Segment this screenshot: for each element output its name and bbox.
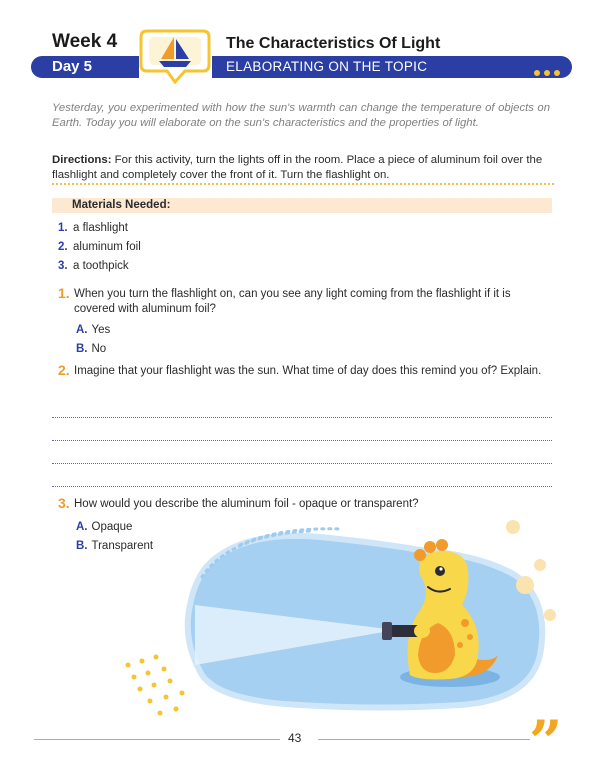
- list-item-label: a flashlight: [73, 222, 128, 234]
- dinosaur-flashlight-illustration: [120, 505, 560, 720]
- option-no[interactable]: [76, 343, 106, 355]
- list-item-label: a toothpick: [73, 260, 129, 272]
- option-label: Opaque: [91, 521, 133, 533]
- option-letter: A.: [76, 521, 88, 533]
- option-yes[interactable]: [76, 324, 110, 336]
- list-item: [58, 260, 129, 272]
- question-text: Imagine that your flashlight was the sun. What time of day does this remind you of? Explain.: [74, 365, 542, 377]
- option-letter: A.: [76, 324, 88, 336]
- question-number: 1.: [58, 285, 70, 301]
- directions-label: Directions:: [52, 154, 112, 166]
- footer-rule-left: [34, 739, 280, 740]
- divider: [52, 183, 554, 185]
- option-label: No: [91, 343, 107, 355]
- list-item: [58, 241, 141, 253]
- quote-mark-icon: ”: [529, 708, 563, 776]
- answer-line[interactable]: [52, 463, 552, 464]
- list-item: [58, 222, 128, 234]
- page-subtitle: ELABORATING ON THE TOPIC: [226, 59, 428, 74]
- intro-paragraph: Yesterday, you experimented with how the sun's warmth can change the temperature of objects on Earth. Today you will elaborate on the sun's characteristics and the properties of light.: [52, 102, 550, 129]
- question-2: [58, 364, 554, 379]
- directions-text: For this activity, turn the lights off in the room. Place a piece of aluminum foil over the flashlight and completely cover the front of it. Turn the flashlight on.: [52, 154, 543, 181]
- materials-heading: Materials Needed:: [72, 199, 171, 211]
- option-letter: B.: [76, 343, 88, 355]
- option-label: Yes: [91, 324, 111, 336]
- option-label: Transparent: [91, 540, 154, 552]
- question-number: 3.: [58, 495, 70, 511]
- question-number: 2.: [58, 362, 70, 378]
- list-number: 2.: [58, 241, 68, 253]
- option-letter: B.: [76, 540, 88, 552]
- list-number: 1.: [58, 222, 68, 234]
- sailboat-logo-icon: [137, 27, 213, 85]
- question-text: When you turn the flashlight on, can you see any light coming from the flashlight if it is covered with aluminum foil?: [74, 288, 511, 315]
- week-label: Week 4: [52, 31, 118, 52]
- question-1: [58, 287, 554, 317]
- question-text: How would you describe the aluminum foil - opaque or transparent?: [74, 498, 419, 510]
- day-label: Day 5: [52, 58, 93, 75]
- answer-line[interactable]: [52, 486, 552, 487]
- decorative-dots-icon: [534, 63, 564, 81]
- footer-rule-right: [318, 739, 530, 740]
- answer-line[interactable]: [52, 417, 552, 418]
- list-item-label: aluminum foil: [73, 241, 141, 253]
- answer-line[interactable]: [52, 440, 552, 441]
- page-title: The Characteristics Of Light: [226, 35, 441, 52]
- list-number: 3.: [58, 260, 68, 272]
- directions-paragraph: [52, 153, 552, 183]
- page-number: 43: [288, 731, 302, 745]
